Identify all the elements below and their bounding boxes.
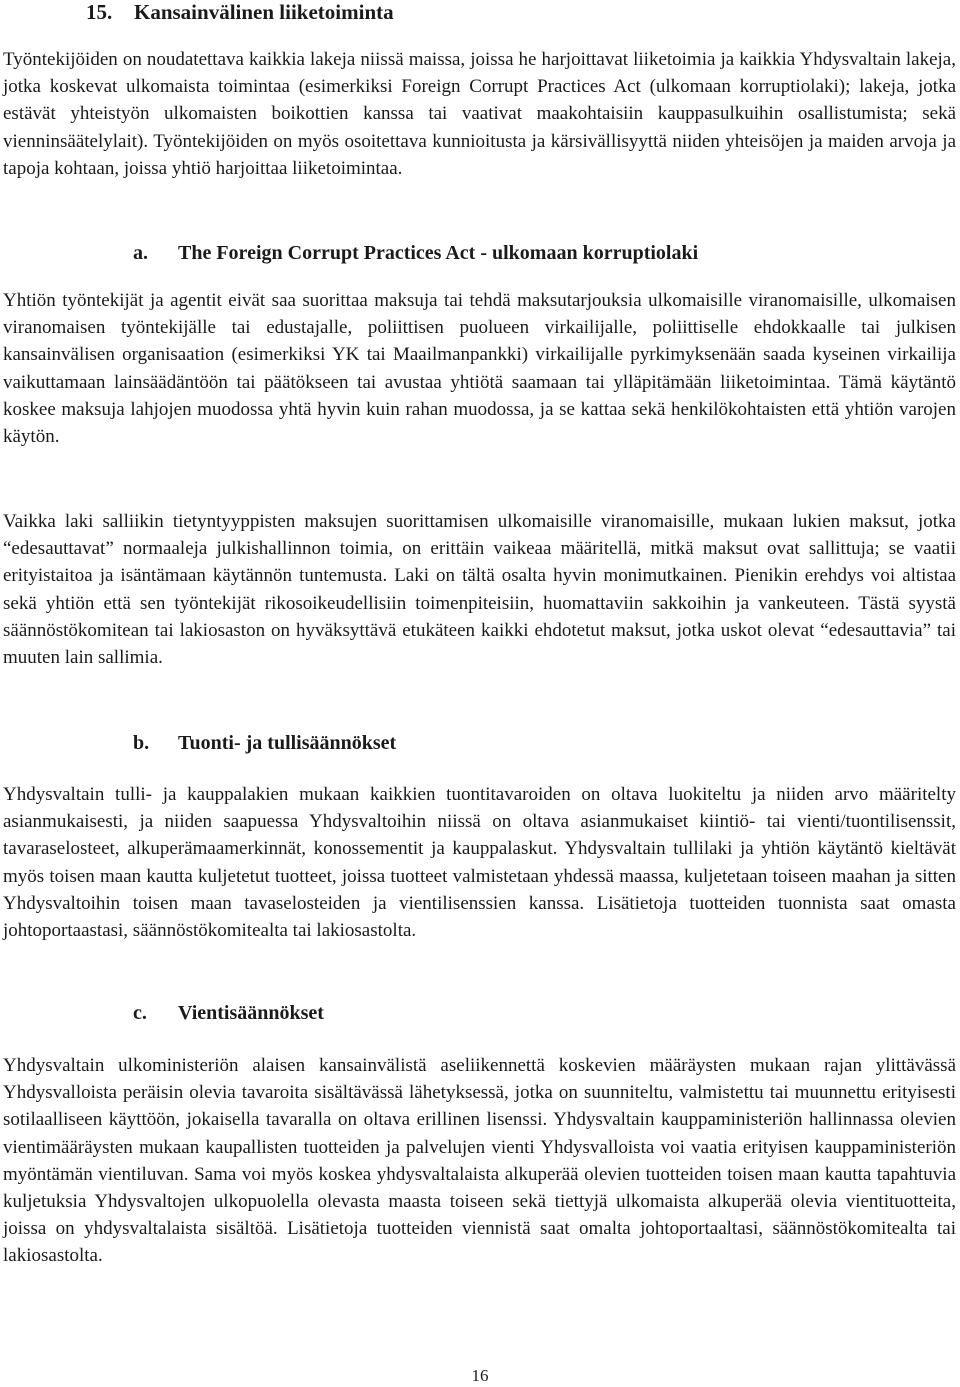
export-paragraph: Yhdysvaltain ulkoministeriön alaisen kansainvälistä aseliikennettä koskevien määräysten mukaan rajan ylittävässä Yhdysvalloista peräisin olevia tavaroita sisältävässä lähetyksessä, jotka on suunniteltu, valmistettu tai muunnettu erityisesti sotilaalliseen käyttöön, jokaisella tavaralla on oltava erillinen lisenssi. Yhdysvaltain kauppaministeriön hallinnassa olevien vientimääräysten mukaan kaupallisten tuotteiden ja palvelujen vienti Yhdysvalloista voi vaatia erityisen kauppaministeriön myöntämän vientiluvan. Sama voi myös koskea yhdysvaltalaista alkuperää olevien tuotteiden toisen maan kautta tapahtuvia kuljetuksia Yhdysvaltojen ulkopuolella olevasta maasta toiseen sekä tiettyjä ulkomaista alkuperää olevia vientituotteita, joissa on yhdysvaltalaista sisältöä. Lisätietoja tuotteiden viennistä saat omalta johtoportaaltasi, säännöstökomitealta tai lakiosastolta. xyxy=(3,1055,956,1267)
subsection-letter: a. xyxy=(133,242,148,264)
subsection-heading-b xyxy=(133,731,396,755)
section-heading xyxy=(86,0,394,24)
subsection-letter: b. xyxy=(133,732,150,754)
intro-paragraph: Työntekijöiden on noudatettava kaikkia lakeja niissä maissa, joissa he harjoittavat liiketoimia ja kaikkia Yhdysvaltain lakeja, jotka koskevat ulkomaista toimintaa (esimerkiksi Foreign Corrupt Practices Act (ulkomaan korruptiolaki); lakeja, jotka estävät yhteistyön ulkomaisten boikottien kanssa tai vaativat maakohtaisiin kauppasulkuihin osallistumista; sekä vienninsäätelylait). Työntekijöiden on myös osoitettava kunnioitusta ja kärsivällisyyttä niiden yhteisöjen ja maiden arvoja ja tapoja kohtaan, joissa yhtiö harjoittaa liiketoimintaa. xyxy=(3,49,956,179)
fcpa-paragraph-2: Vaikka laki salliikin tietyntyyppisten maksujen suorittamisen ulkomaisille viranomaisille, mukaan lukien maksut, jotka “edesauttavat” normaaleja julkishallinnon toimia, on erittäin vaikeaa määritellä, mitkä maksut ovat sallittuja; se vaatii erityistaitoa ja isäntämaan käytännön tuntemusta. Laki on tältä osalta hyvin monimutkainen. Pienikin erehdys voi altistaa sekä yhtiön että sen työntekijät rikosoikeudellisiin toimenpiteisiin, huomattaviin sakkoihin ja vankeuteen. Tästä syystä säännöstökomitean tai lakiosaston on hyväksyttävä etukäteen kaikki ehdotetut maksut, jotka uskot olevat “edesauttavia” tai muuten lain sallimia. xyxy=(3,511,956,669)
section-title: Kansainvälinen liiketoiminta xyxy=(134,0,394,24)
page-number: 16 xyxy=(471,1366,489,1385)
section-number: 15. xyxy=(86,0,113,24)
subsection-title: Tuonti- ja tullisäännökset xyxy=(178,732,397,754)
subsection-heading-c xyxy=(133,1001,324,1025)
subsection-letter: c. xyxy=(133,1002,147,1024)
fcpa-paragraph-1: Yhtiön työntekijät ja agentit eivät saa suorittaa maksuja tai tehdä maksutarjouksia ulkomaisille viranomaisille, ulkomaisen viranomaisen työntekijälle tai edustajalle, poliittisen puolueen virkailijalle, poliittiselle ehdokkaalle tai julkisen kansainvälisen organisaation (esimerkiksi YK tai Maailmanpankki) virkailijalle pyrkimyksenään saada kyseinen virkailija vaikuttamaan lainsäädäntöön tai päätökseen tai avustaa yhtiötä saamaan tai ylläpitämään liiketoimintaa. Tämä käytäntö koskee maksuja lahjojen muodossa yhtä hyvin kuin rahan muodossa, ja se kattaa sekä henkilökohtaisten että yhtiön varojen käytön. xyxy=(3,290,956,448)
subsection-heading-a xyxy=(133,241,698,265)
subsection-title: The Foreign Corrupt Practices Act - ulkomaan korruptiolaki xyxy=(178,242,699,264)
subsection-title: Vientisäännökset xyxy=(178,1002,324,1024)
import-paragraph: Yhdysvaltain tulli- ja kauppalakien mukaan kaikkien tuontitavaroiden on oltava luokiteltu ja niiden arvo määritelty asianmukaisesti, ja niiden saapuessa Yhdysvaltoihin niissä on oltava asianmukaiset kiintiö- tai vienti/tuontilisenssit, tavaraselosteet, alkuperämaamerkinnät, konossementit ja kauppalaskut. Yhdysvaltain tullilaki ja yhtiön käytäntö kieltävät myös toisen maan kautta kuljetetut tuotteet, joissa tuotteet valmistetaan yhdessä maassa, kuljetetaan toiseen maahan ja sitten Yhdysvaltoihin toisen maan tavaselosteiden ja vientilisenssien kanssa. Lisätietoja tuotteiden tuonnista saat omasta johtoportaastasi, säännöstökomitealta tai lakiosastolta. xyxy=(3,784,956,942)
